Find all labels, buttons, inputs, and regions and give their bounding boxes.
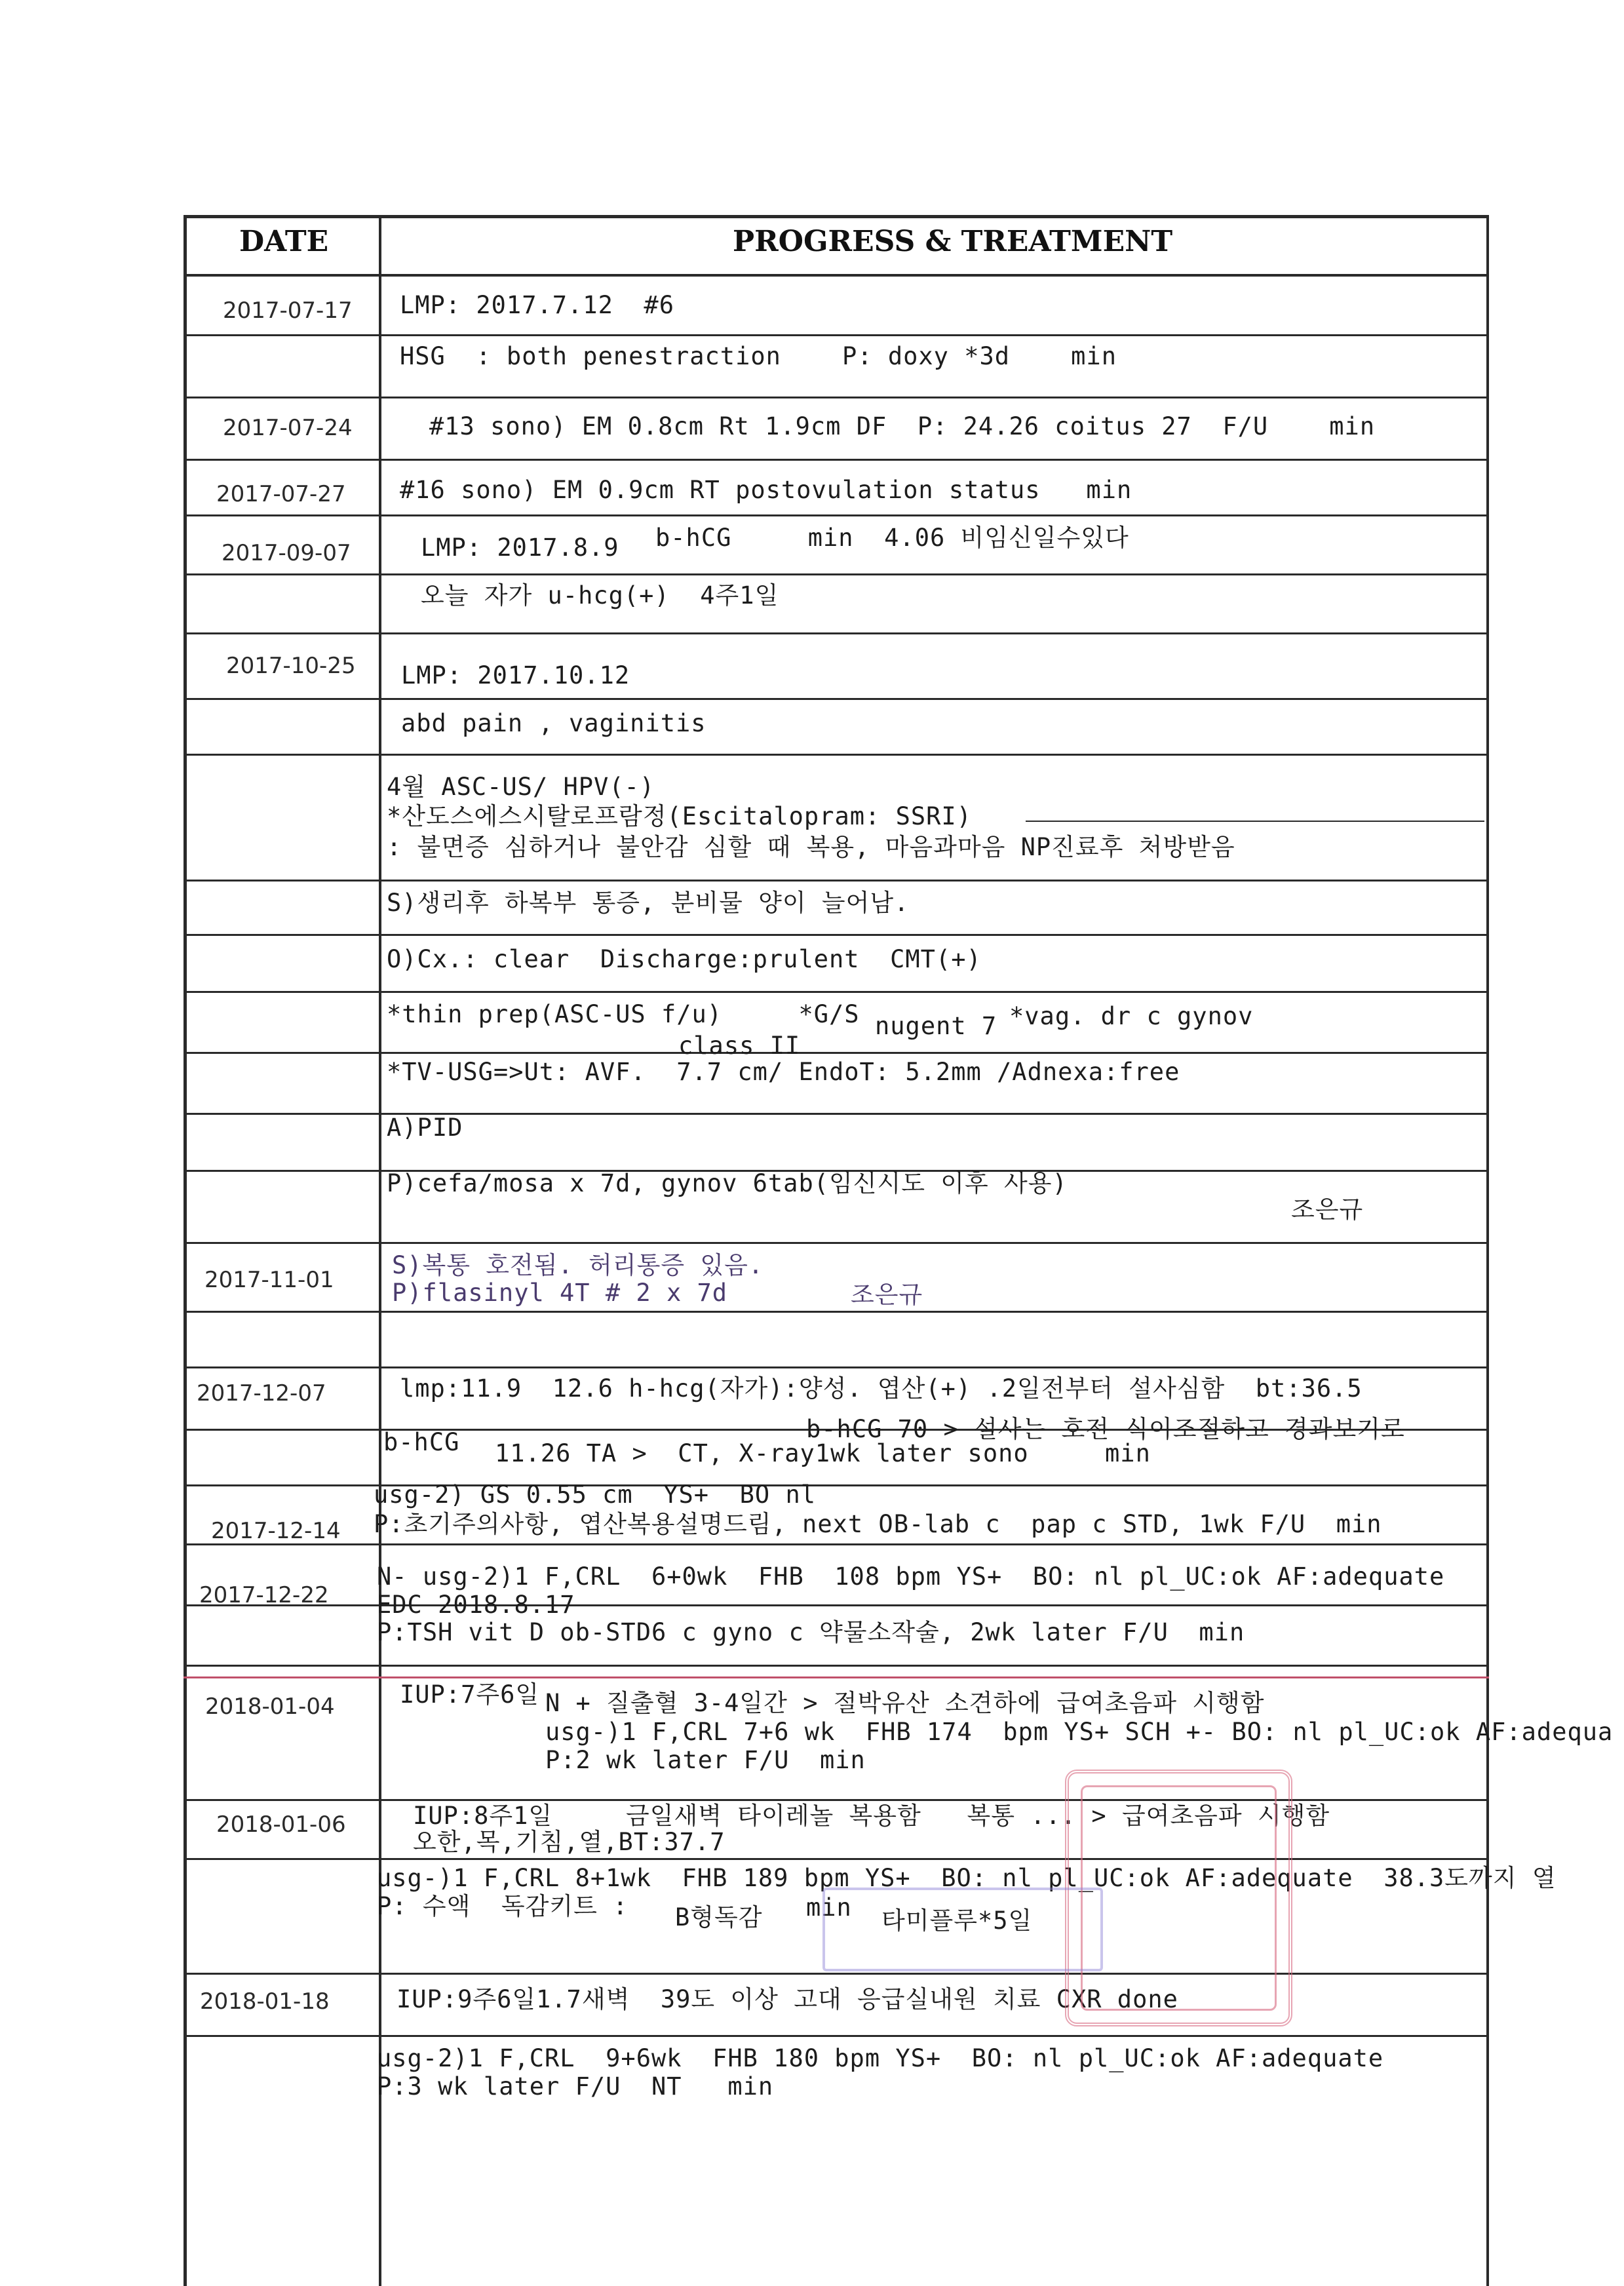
note-line: S)복통 호전됨. 허리통증 있음. xyxy=(392,1251,764,1279)
date-cell: 2017-12-22 xyxy=(199,1582,329,1608)
note-line: N + 질출혈 3-4일간 > 절박유산 소견하에 급여초음파 시행함 xyxy=(545,1689,1265,1717)
note-line: P:TSH vit D ob-STD6 c gyno c 약물소작술, 2wk later F/U min xyxy=(377,1618,1245,1646)
row-rule xyxy=(184,991,1489,993)
blue-seal-stamp xyxy=(822,1888,1103,1971)
row-rule-red xyxy=(184,1676,1489,1678)
row-rule xyxy=(184,698,1489,700)
note-line: *vag. dr c gynov xyxy=(1009,1002,1254,1030)
date-cell: 2017-07-27 xyxy=(216,481,346,507)
note-line: usg-2) GS 0.55 cm YS+ BO nl xyxy=(374,1481,817,1509)
note-line: EDC 2018.8.17 xyxy=(377,1591,575,1619)
note-line: B형독감 xyxy=(675,1903,763,1931)
note-line: 4월 ASC-US/ HPV(-) xyxy=(387,773,655,801)
note-line: 1.7새벽 39도 이상 고대 응급실내원 치료 CXR done xyxy=(536,1985,1178,2013)
column-divider xyxy=(379,215,381,2286)
row-rule xyxy=(184,1311,1489,1313)
date-cell: 2017-07-24 xyxy=(223,415,353,441)
date-cell: 2018-01-06 xyxy=(216,1811,346,1838)
row-rule xyxy=(184,334,1489,336)
row-rule xyxy=(184,459,1489,461)
note-line: b-hCG min 4.06 비임신일수있다 xyxy=(655,524,1129,552)
note-line: 금일새벽 타이레놀 복용함 복통 ... > 급여초음파 시행함 xyxy=(626,1802,1330,1830)
note-line: P)flasinyl 4T # 2 x 7d xyxy=(392,1279,728,1307)
date-cell: 2018-01-04 xyxy=(205,1694,335,1720)
note-line: A)PID xyxy=(387,1114,463,1142)
note-line: 오늘 자가 u-hcg(+) 4주1일 xyxy=(421,581,779,610)
table-left-border xyxy=(184,215,187,2286)
row-rule xyxy=(184,1366,1489,1368)
row-rule xyxy=(184,1242,1489,1244)
row-rule xyxy=(184,754,1489,756)
date-cell: 2017-12-14 xyxy=(211,1518,341,1544)
date-cell: 2017-10-25 xyxy=(226,653,356,679)
row-rule xyxy=(184,1113,1489,1115)
note-line: IUP:9주6일 xyxy=(396,1985,537,2013)
note-line: LMP: 2017.7.12 #6 xyxy=(400,291,674,319)
header-date: DATE xyxy=(239,225,329,258)
note-line: P)cefa/mosa x 7d, gynov 6tab(임신시도 이후 사용) xyxy=(387,1169,1068,1197)
date-cell: 2017-11-01 xyxy=(204,1267,334,1293)
note-line: nugent 7 xyxy=(875,1012,997,1040)
note-line: 타미플루*5일 xyxy=(881,1907,1033,1935)
note-line: usg-)1 F,CRL 7+6 wk FHB 174 bpm YS+ SCH +- BO: nl pl_UC:ok AF:adequa xyxy=(545,1718,1614,1746)
date-cell: 2017-09-07 xyxy=(222,540,351,566)
note-line: *thin prep(ASC-US f/u) *G/S xyxy=(387,1000,860,1028)
row-rule xyxy=(184,397,1489,398)
note-line: b-hCG 70 > 설사는 호전 식이조절하고 경과보기로 xyxy=(806,1415,1405,1443)
row-rule xyxy=(184,2035,1489,2037)
note-line: P: 수액 독감키트 : xyxy=(377,1892,628,1920)
note-line: #16 sono) EM 0.9cm RT postovulation status min xyxy=(400,476,1132,504)
note-line: *TV-USG=>Ut: AVF. 7.7 cm/ EndoT: 5.2mm /Adnexa:free xyxy=(387,1058,1180,1086)
row-rule xyxy=(184,934,1489,936)
note-line: LMP: 2017.10.12 xyxy=(401,661,630,689)
note-line: P:2 wk later F/U min xyxy=(545,1746,866,1774)
row-rule xyxy=(184,1052,1489,1054)
signature-text: 조은규 xyxy=(851,1281,923,1309)
signature-text: 조은규 xyxy=(1291,1195,1364,1224)
row-rule xyxy=(184,1543,1489,1545)
note-line: b-hCG xyxy=(383,1428,460,1456)
note-line: lmp:11.9 12.6 h-hcg(자가):양성. 엽산(+) .2일전부터 설사심함 bt:36.5 xyxy=(400,1374,1363,1403)
row-rule xyxy=(184,632,1489,634)
note-line: *산도스에스시탈로프람정(Escitalopram: SSRI) xyxy=(387,802,972,830)
note-line: 오한,목,기침,열,BT:37.7 xyxy=(413,1828,725,1856)
row-rule xyxy=(184,514,1489,516)
header-progress-treatment: PROGRESS & TREATMENT xyxy=(733,225,1173,258)
note-line: #13 sono) EM 0.8cm Rt 1.9cm DF P: 24.26 coitus 27 F/U min xyxy=(429,412,1376,440)
note-line: P:3 wk later F/U NT min xyxy=(377,2072,774,2101)
note-line: usg-2)1 F,CRL 9+6wk FHB 180 bpm YS+ BO: nl pl_UC:ok AF:adequate xyxy=(377,2044,1384,2072)
row-rule xyxy=(184,880,1489,881)
note-line: 11.26 TA > CT, X-ray1wk later sono min xyxy=(495,1439,1151,1467)
note-line: S)생리후 하복부 통증, 분비물 양이 늘어남. xyxy=(387,889,910,917)
row-rule xyxy=(184,1973,1489,1975)
row-rule xyxy=(184,573,1489,575)
note-line: IUP:7주6일 xyxy=(400,1680,540,1709)
row-rule xyxy=(184,1858,1489,1860)
note-line: min xyxy=(806,1893,852,1922)
row-rule xyxy=(184,1799,1489,1801)
note-line: class II xyxy=(678,1032,801,1060)
date-cell: 2018-01-18 xyxy=(200,1988,330,2015)
row-rule xyxy=(184,1665,1489,1667)
header-bottom-rule xyxy=(184,274,1489,277)
date-cell: 2017-07-17 xyxy=(223,298,353,324)
note-line: abd pain , vaginitis xyxy=(401,709,706,737)
note-line: : 불면증 심하거나 불안감 심할 때 복용, 마음과마음 NP진료후 처방받음 xyxy=(387,833,1235,861)
note-line: O)Cx.: clear Discharge:prulent CMT(+) xyxy=(387,945,982,973)
table-right-border xyxy=(1486,215,1489,2286)
note-line: HSG : both penestraction P: doxy *3d min xyxy=(400,342,1117,370)
note-line: IUP:8주1일 xyxy=(413,1802,553,1830)
note-line: usg-)1 F,CRL 8+1wk FHB 189 bpm YS+ BO: nl pl_UC:ok AF:adequate 38.3도까지 열 xyxy=(377,1864,1556,1892)
note-line: LMP: 2017.8.9 xyxy=(421,533,619,562)
handwritten-underline xyxy=(1026,821,1484,822)
note-line: N- usg-2)1 F,CRL 6+0wk FHB 108 bpm YS+ BO: nl pl_UC:ok AF:adequate xyxy=(377,1562,1445,1591)
date-cell: 2017-12-07 xyxy=(197,1380,326,1406)
note-line: P:초기주의사항, 엽산복용설명드림, next OB-lab c pap c STD, 1wk F/U min xyxy=(374,1510,1382,1538)
